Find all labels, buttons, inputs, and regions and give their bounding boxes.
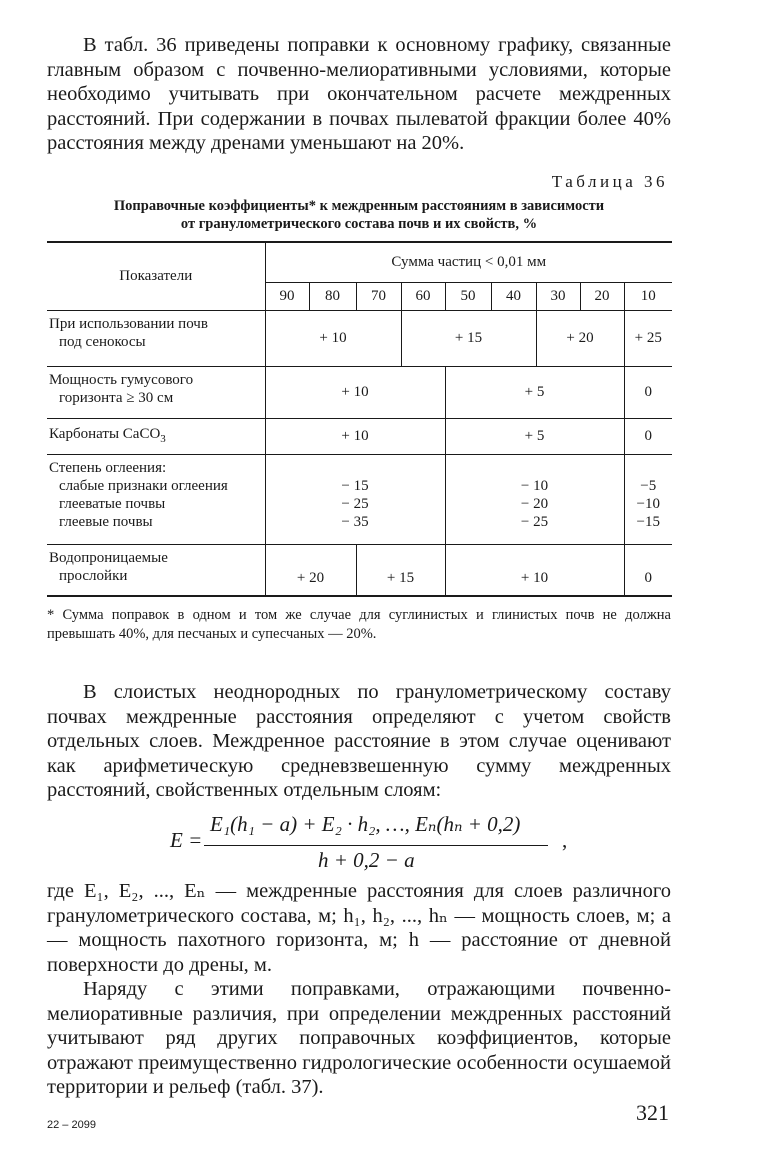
row-label-hay: При использовании почв под сенокосы: [47, 310, 265, 366]
formula-lhs: E =: [170, 828, 203, 852]
correction-table: [47, 241, 672, 597]
row-label-water: Водопроницаемые прослойки: [47, 544, 265, 596]
print-signature: 22 – 2099: [47, 1119, 96, 1131]
table-footnote: * Сумма поправок в одном и том же случае для суглинистых и глинистых почв не должна превышать 40%, для песчаных и супесчаных — 20%.: [47, 607, 671, 642]
col-90: 90: [265, 282, 309, 310]
layered-soils-paragraph: В слоистых неоднородных по гранулометрическому составу почвах междренные расстояния определяют с учетом свойств отдельных слоев. Междренное расстояние в этом случае оценивают как арифметическую средневзвешенную сумму междренных расстояний, свойственных отдельным слоям:: [47, 681, 671, 801]
col-70: 70: [356, 282, 401, 310]
table-row: [47, 418, 672, 454]
col-60: 60: [401, 282, 445, 310]
formula-comma: ,: [562, 828, 568, 852]
col-80: 80: [309, 282, 356, 310]
formula-denominator: h + 0,2 − a: [318, 848, 415, 872]
cell-carb-3: 0: [624, 418, 672, 454]
fraction-bar: [204, 845, 548, 846]
table-title: Поправочные коэффициенты* к междренным расстояниям в зависимости от гранулометрического состава почв и их свойств, %: [113, 198, 605, 232]
cell-hay-2: + 15: [401, 310, 536, 366]
cell-hay-4: + 25: [624, 310, 672, 366]
cell-humus-2: + 5: [445, 366, 624, 418]
header-label: Показатели: [47, 242, 265, 310]
table-row: [47, 544, 672, 596]
cell-carb-2: + 5: [445, 418, 624, 454]
col-50: 50: [445, 282, 491, 310]
table-row: [47, 310, 672, 366]
table-row: [47, 366, 672, 418]
variables-paragraph: где E₁, E₂, ..., Eₙ — междренные расстояния для слоев различного гранулометрического состава, м; h₁, h₂, ..., hₙ — мощность слоев, м; a — мощность пахотного горизонта, м; h — расстояние от дневной поверхности до дрены, м.: [47, 880, 671, 976]
col-40: 40: [491, 282, 536, 310]
cell-water-3: + 10: [445, 544, 624, 596]
additional-corrections-paragraph: Наряду с этими поправками, отражающими почвенно-мелиоративные различия, при определении междренных расстояний учитывают ряд других поправочных коэффициентов, которые отражают преимущественно гидрологические особенности осушаемой территории и рельеф (табл. 37).: [47, 978, 671, 1098]
intro-paragraph: В табл. 36 приведены поправки к основному графику, связанные главным образом с почвенно-мелиоративными условиями, которые необходимо учитывать при окончательном расчете междренных расстояний. При содержании в почвах пылеватой фракции более 40% расстояния между дренами уменьшают на 20%.: [47, 34, 671, 154]
table-row: [47, 454, 672, 544]
weighted-distance-formula: [170, 812, 600, 872]
cell-humus-3: 0: [624, 366, 672, 418]
row-label-gley: Степень оглеения: слабые признаки оглеения глееватые почвы глеевые почвы: [47, 454, 265, 544]
table-number: Таблица 36: [551, 172, 668, 191]
col-30: 30: [536, 282, 580, 310]
page-number: 321: [636, 1100, 669, 1125]
cell-gley-2: − 10 − 20 − 25: [445, 454, 624, 544]
header-sum: Сумма частиц < 0,01 мм: [265, 242, 672, 282]
cell-gley-1: − 15 − 25 − 35: [265, 454, 445, 544]
cell-carb-1: + 10: [265, 418, 445, 454]
cell-water-2: + 15: [356, 544, 445, 596]
cell-humus-1: + 10: [265, 366, 445, 418]
cell-hay-3: + 20: [536, 310, 624, 366]
cell-gley-3: −5 −10 −15: [624, 454, 672, 544]
row-label-humus: Мощность гумусового горизонта ≥ 30 см: [47, 366, 265, 418]
col-20: 20: [580, 282, 624, 310]
cell-water-1: + 20: [265, 544, 356, 596]
formula-numerator: E₁(h₁ − a) + E₂ · h₂, …, Eₙ(hₙ + 0,2): [210, 812, 521, 836]
cell-hay-1: + 10: [265, 310, 401, 366]
cell-water-4: 0: [624, 544, 672, 596]
col-10: 10: [624, 282, 672, 310]
row-label-carbonates: Карбонаты CaCO$_3$: [47, 418, 265, 454]
